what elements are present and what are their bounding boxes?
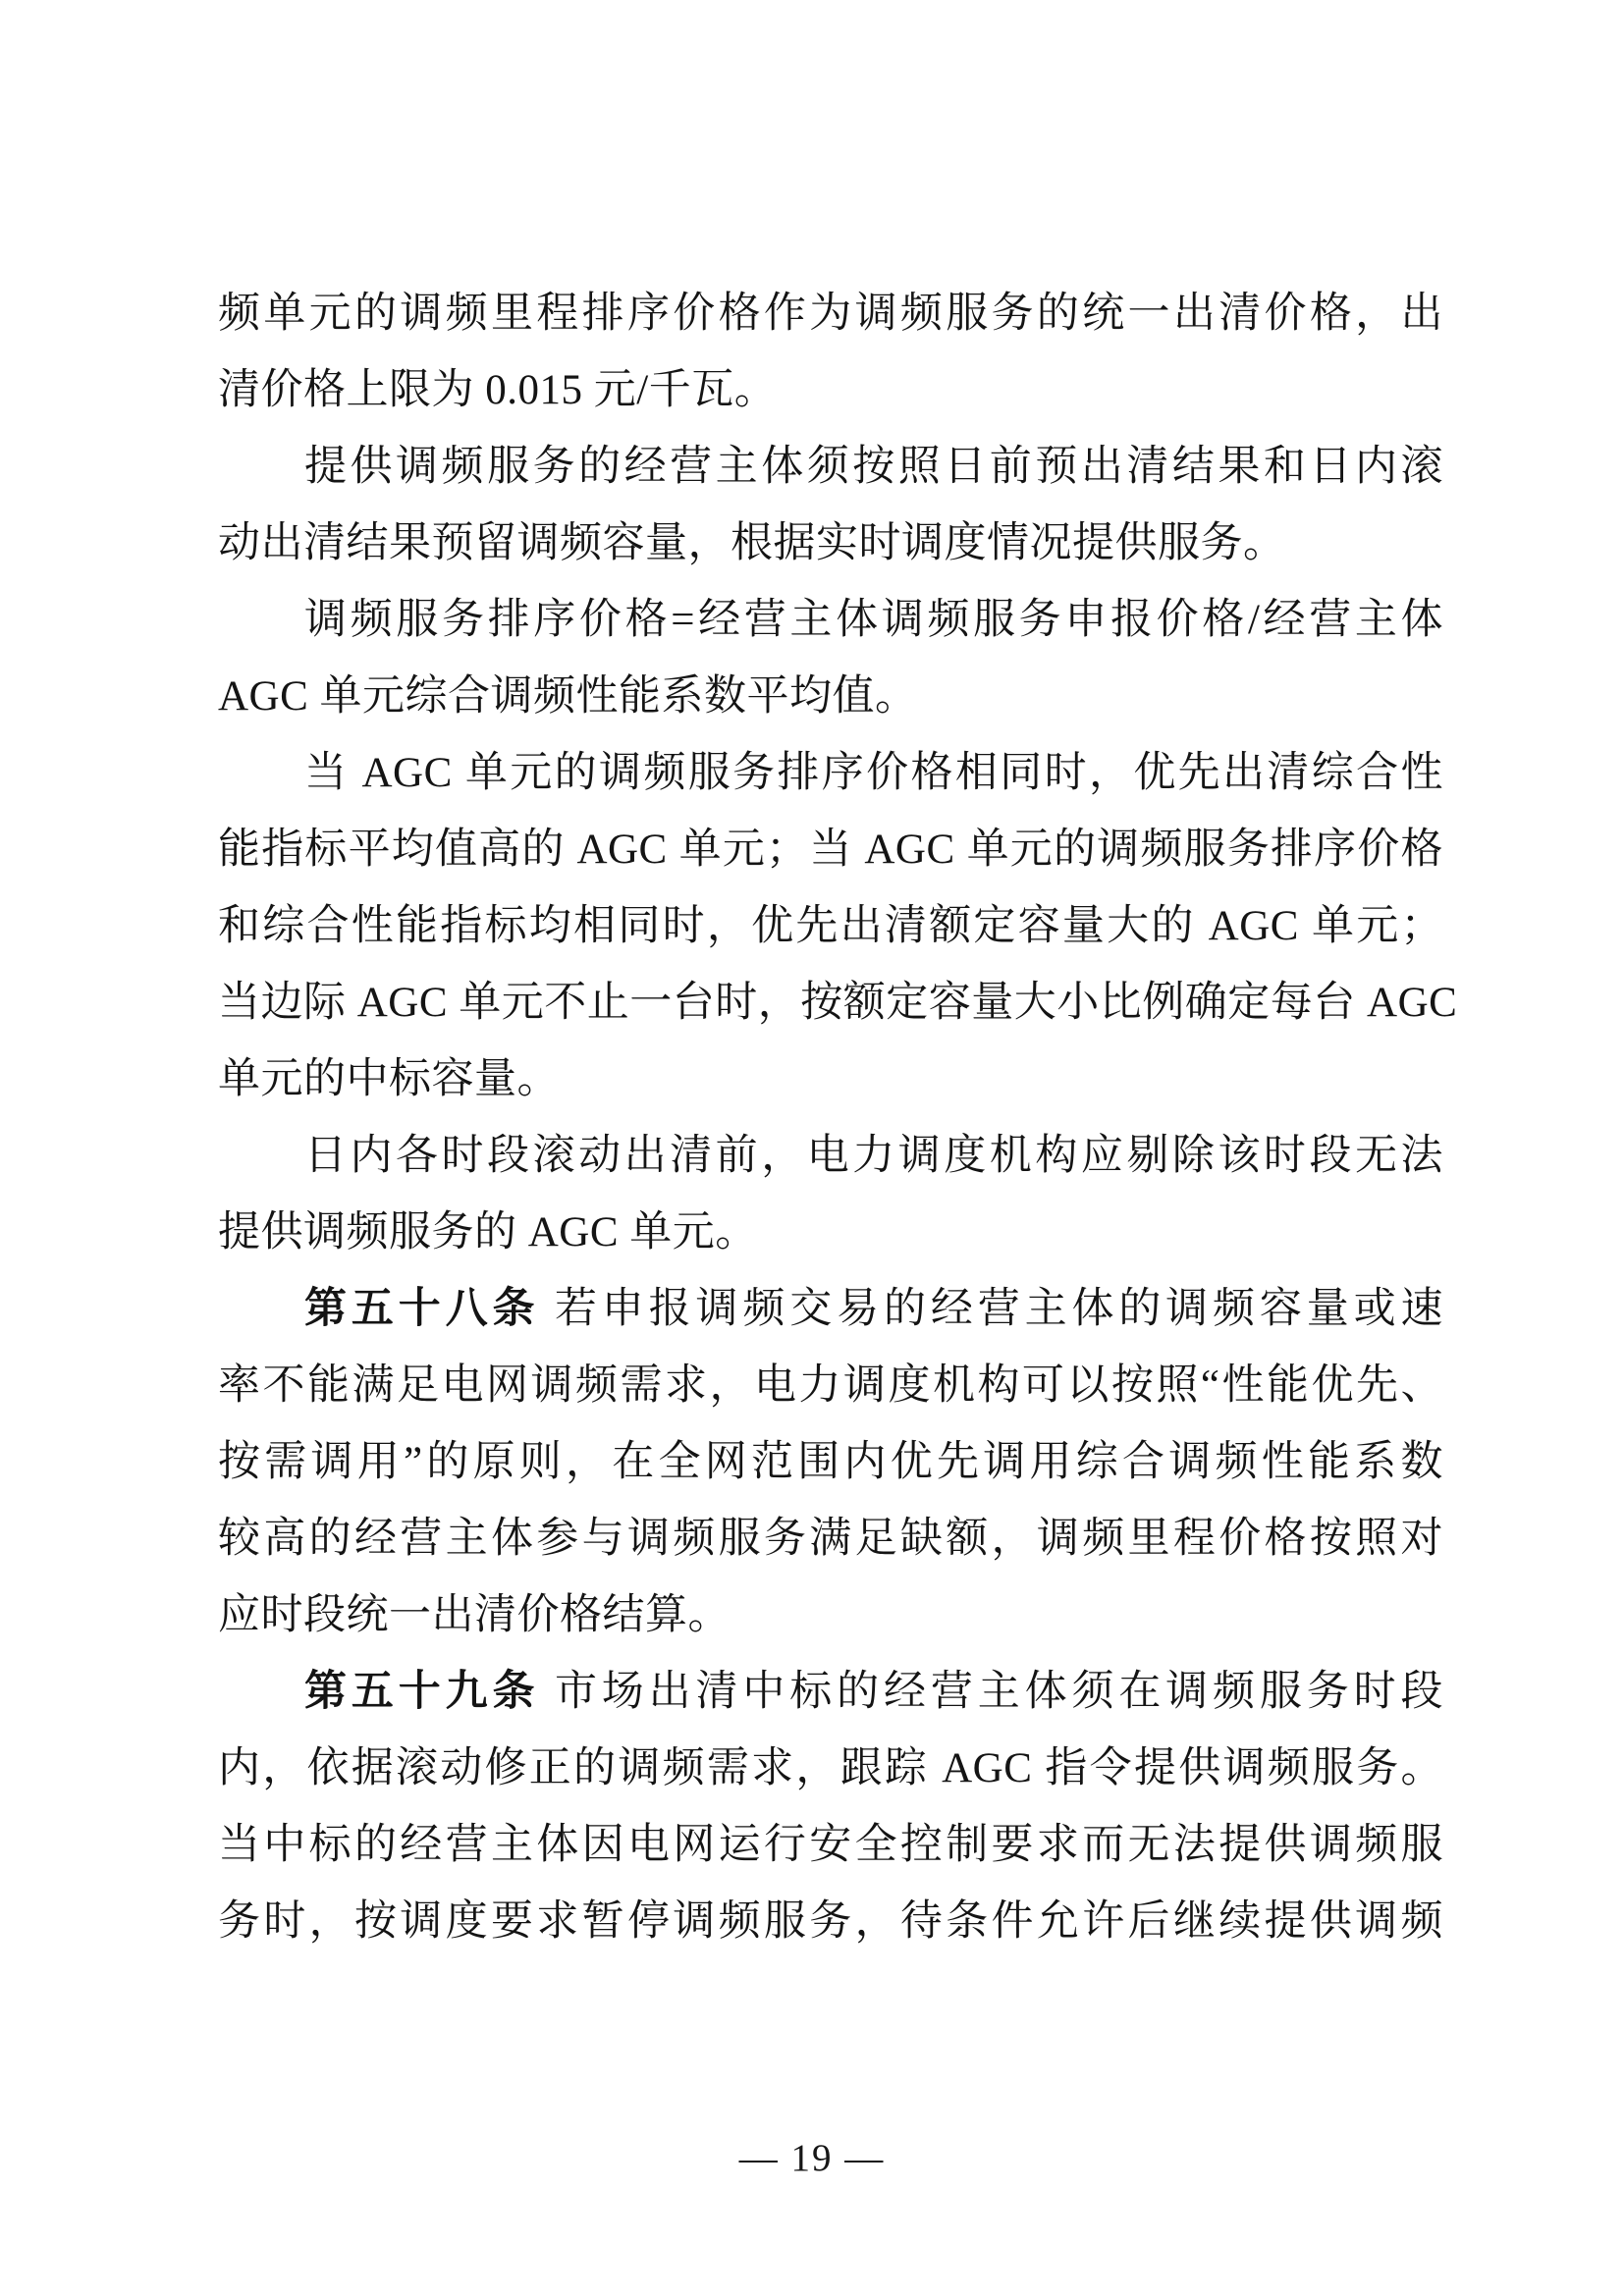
text-line: 提供调频服务的 AGC 单元。 bbox=[218, 1209, 758, 1255]
text-line: 动出清结果预留调频容量，根据实时调度情况提供服务。 bbox=[218, 520, 1286, 566]
text-line: 提供调频服务的经营主体须按照日前预出清结果和日内滚 bbox=[304, 444, 1443, 490]
text-line: 当 AGC 单元的调频服务排序价格相同时，优先出清综合性 bbox=[304, 750, 1443, 796]
page-footer bbox=[0, 2136, 1624, 2181]
page-number: — 19 — bbox=[738, 2137, 886, 2179]
text-line: 务时，按调度要求暂停调频服务，待条件允许后继续提供调频 bbox=[218, 1898, 1443, 1945]
text-line: 较高的经营主体参与调频服务满足缺额，调频里程价格按照对 bbox=[218, 1516, 1443, 1562]
text-line: 清价格上限为 0.015 元/千瓦。 bbox=[218, 367, 778, 413]
text-line: AGC 单元综合调频性能系数平均值。 bbox=[218, 673, 918, 720]
text-line: 当边际 AGC 单元不止一台时，按额定容量大小比例确定每台 AGC bbox=[218, 980, 1458, 1026]
text-line: 单元的中标容量。 bbox=[218, 1056, 560, 1102]
text-line: 调频服务排序价格=经营主体调频服务申报价格/经营主体 bbox=[304, 597, 1443, 643]
text-line: 日内各时段滚动出清前，电力调度机构应剔除该时段无法 bbox=[304, 1133, 1443, 1179]
text-line: 当中标的经营主体因电网运行安全控制要求而无法提供调频服 bbox=[218, 1822, 1443, 1868]
article-number: 第五十九条 bbox=[304, 1669, 540, 1715]
text-line: 第五十九条 市场出清中标的经营主体须在调频服务时段 bbox=[304, 1669, 1444, 1715]
text-line: 内，依据滚动修正的调频需求，跟踪 AGC 指令提供调频服务。 bbox=[218, 1745, 1443, 1791]
text-line: 应时段统一出清价格结算。 bbox=[218, 1592, 731, 1638]
article-number: 第五十八条 bbox=[304, 1286, 540, 1332]
text-line: 按需调用”的原则，在全网范围内优先调用综合调频性能系数 bbox=[218, 1439, 1443, 1485]
document-body bbox=[218, 276, 1458, 1960]
text-line: 率不能满足电网调频需求，电力调度机构可以按照“性能优先、 bbox=[218, 1362, 1443, 1409]
text-line: 第五十八条 若申报调频交易的经营主体的调频容量或速 bbox=[304, 1286, 1444, 1332]
text-line: 能指标平均值高的 AGC 单元；当 AGC 单元的调频服务排序价格 bbox=[218, 827, 1443, 873]
text-line: 频单元的调频里程排序价格作为调频服务的统一出清价格，出 bbox=[218, 291, 1443, 337]
text-line: 和综合性能指标均相同时，优先出清额定容量大的 AGC 单元； bbox=[218, 903, 1443, 949]
